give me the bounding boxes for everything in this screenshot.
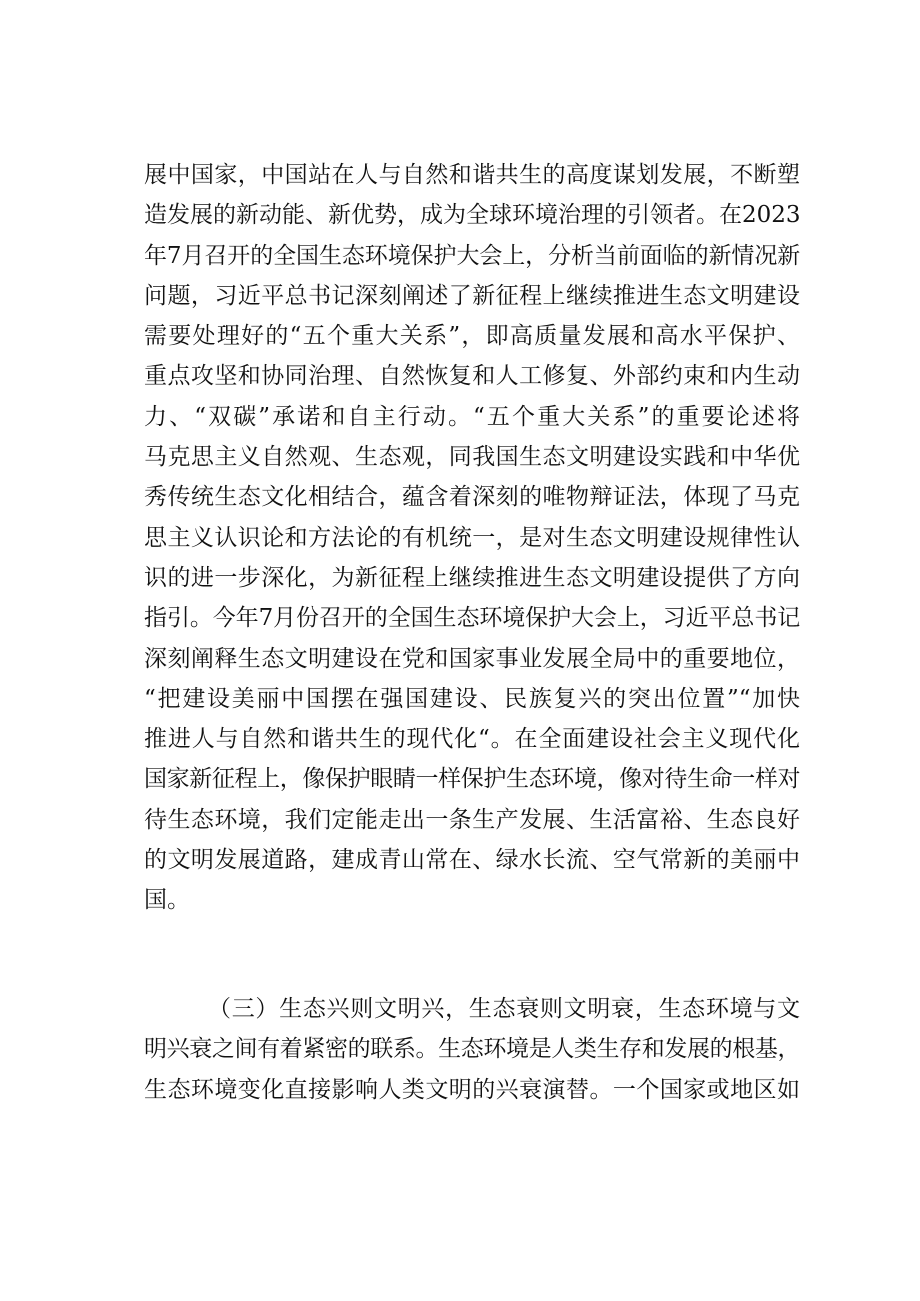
paragraph-1-line: 待生态环境，我们定能走出一条生产发展、生活富裕、生态良好 bbox=[144, 806, 800, 833]
paragraph-1-line: 展中国家，中国站在人与自然和谐共生的高度谋划发展，不断塑 bbox=[144, 162, 800, 188]
paragraph-1-line: 推进人与自然和谐共生的现代化“。在全面建设社会主义现代化 bbox=[144, 726, 800, 753]
paragraph-1-line: 指引。今年7月份召开的全国生态环境保护大会上，习近平总书记 bbox=[144, 605, 800, 632]
paragraph-1-line: 的文明发展道路，建成青山常在、绿水长流、空气常新的美丽中 bbox=[144, 847, 800, 874]
paragraph-1-line: 问题，习近平总书记深刻阐述了新征程上继续推进生态文明建设 bbox=[144, 282, 800, 309]
paragraph-1-line: 识的进一步深化，为新征程上继续推进生态文明建设提供了方向 bbox=[144, 564, 800, 591]
paragraph-2-line: 生态环境变化直接影响人类文明的兴衰演替。一个国家或地区如 bbox=[144, 1076, 800, 1103]
paragraph-1-line: 造发展的新动能、新优势，成为全球环境治理的引领者。在2023 bbox=[144, 202, 801, 229]
paragraph-1-line: 年7月召开的全国生态环境保护大会上，分析当前面临的新情况新 bbox=[144, 242, 800, 269]
paragraph-1-line: 重点攻坚和协同治理、自然恢复和人工修复、外部约束和内生动 bbox=[144, 363, 800, 390]
paragraph-1-line: 需要处理好的“五个重大关系”，即高质量发展和高水平保护、 bbox=[144, 323, 800, 350]
paragraph-1 bbox=[144, 155, 800, 921]
paragraph-1-line: 国。 bbox=[144, 887, 190, 914]
paragraph-1-line: 国家新征程上，像保护眼睛一样保护生态环境，像对待生命一样对 bbox=[144, 766, 800, 793]
paragraph-2-line: 明兴衰之间有着紧密的联系。生态环境是人类生存和发展的根基， bbox=[144, 1036, 800, 1063]
paragraph-1-line: 秀传统生态文化相结合，蕴含着深刻的唯物辩证法，体现了马克 bbox=[144, 484, 800, 511]
paragraph-1-line: “把建设美丽中国摆在强国建设、民族复兴的突出位置”“加快 bbox=[144, 685, 800, 712]
paragraph-1-line: 深刻阐释生态文明建设在党和国家事业发展全局中的重要地位， bbox=[144, 645, 800, 672]
paragraph-2 bbox=[144, 989, 800, 1110]
paragraph-1-line: 力、“双碳”承诺和自主行动。“五个重大关系”的重要论述将 bbox=[144, 403, 800, 430]
paragraph-1-line: 马克思主义自然观、生态观，同我国生态文明建设实践和中华优 bbox=[144, 444, 800, 471]
paragraph-1-line: 思主义认识论和方法论的有机统一，是对生态文明建设规律性认 bbox=[144, 524, 800, 551]
paragraph-2-line: （三）生态兴则文明兴，生态衰则文明衰，生态环境与文 bbox=[208, 996, 800, 1022]
